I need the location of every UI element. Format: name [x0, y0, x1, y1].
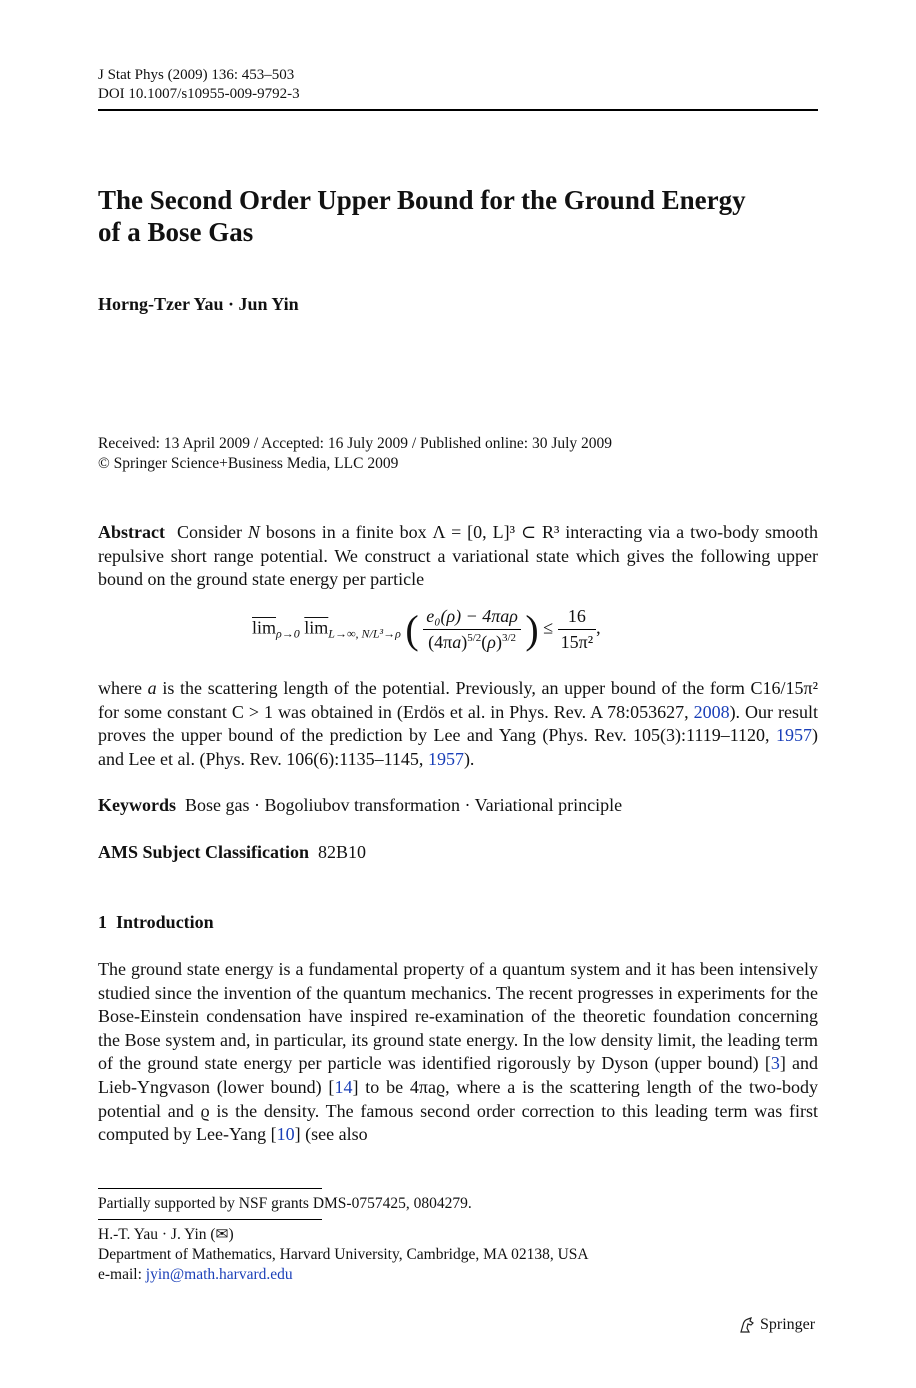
email-label: e-mail: [98, 1266, 142, 1283]
affiliation-divider [98, 1219, 322, 1220]
abstract-text: is the scattering length of the potential. Previously, an upper bound of the form C16/15π² for some constant C > 1 was obtained in (Erdös et al. in Phys. Rev. A 78:053627, [98, 678, 819, 722]
keywords-label: Keywords [98, 795, 176, 815]
limsup-2-sub: L→∞, N/L³→ρ [328, 626, 401, 641]
reference-link-10[interactable]: 10 [276, 1124, 295, 1145]
fraction-numerator: e₀(ρ) − 4πaρ [423, 606, 521, 630]
ams-code: 82B10 [318, 842, 367, 862]
section-title: Introduction [116, 912, 214, 932]
abstract-text: ). [463, 748, 475, 769]
abstract-text: ) and Lee et al. (Phys. Rev. 106(6):1135–1145, [98, 725, 818, 769]
journal-header [98, 66, 300, 104]
footnote-divider [98, 1188, 322, 1189]
publisher-name: Springer [760, 1316, 816, 1333]
leq-sign: ≤ [543, 617, 554, 638]
section-number: 1 [98, 912, 107, 932]
affiliation-names: H.-T. Yau · J. Yin (✉) [98, 1226, 234, 1243]
fraction-denominator: $(4\pi a)^{5/2}(\rho)^{3/2}$ [428, 632, 516, 652]
var-n: N [247, 522, 260, 542]
email-link[interactable]: jyin@math.harvard.edu [145, 1266, 293, 1283]
intro-text: ] (see also [294, 1124, 368, 1145]
title-line-1: The Second Order Upper Bound for the Ground Energy [98, 185, 746, 215]
reference-link-3[interactable]: 3 [770, 1053, 780, 1074]
keywords-text: Bose gas · Bogoliubov transformation · Variational principle [185, 795, 623, 815]
rhs-denominator: 15π² [560, 632, 594, 652]
ams-label: AMS Subject Classification [98, 842, 309, 862]
abstract-label: Abstract [98, 522, 165, 542]
springer-horse-icon [738, 1316, 756, 1334]
right-paren: ) [525, 607, 539, 652]
title-line-2: of a Bose Gas [98, 217, 254, 247]
affiliation-email-line [98, 1265, 589, 1285]
citation-link-2008[interactable]: 2008 [693, 701, 730, 722]
intro-text: ] and Lieb-Yngvason (lower bound) [ [98, 1053, 818, 1097]
limsup-1-sub: ρ→0 [276, 626, 300, 641]
reference-link-14[interactable]: 14 [334, 1076, 353, 1097]
introduction-paragraph [98, 958, 818, 1147]
doi: DOI 10.1007/s10955-009-9792-3 [98, 86, 300, 102]
keywords [98, 795, 622, 816]
abstract-text: where [98, 678, 142, 698]
copyright-line: © Springer Science+Business Media, LLC 2009 [98, 455, 399, 472]
paper-title [98, 184, 746, 248]
header-divider [98, 109, 818, 111]
intro-text: The ground state energy is a fundamental property of a quantum system and it has been intensively studied since the invention of the quantum mechanics. The recent progresses in experiments for the Bose-Einstein condensation have inspired re-examination of the theoretic foundation concerning the Bose system and, in particular, its ground state energy. In the low density limit, the leading term of the ground state energy per particle was identified rigorously by Dyson (upper bound) [ [98, 959, 818, 1074]
left-paren: ( [405, 607, 419, 652]
var-a: a [147, 678, 157, 698]
funding-footnote: Partially supported by NSF grants DMS-0757425, 0804279. [98, 1195, 472, 1212]
ams-classification [98, 842, 366, 863]
abstract-text: Consider [176, 522, 242, 542]
limsup-2: $\overline{lim}$ [304, 617, 329, 638]
section-heading [98, 912, 214, 933]
authors: Horng-Tzer Yau · Jun Yin [98, 294, 299, 314]
affiliation-department: Department of Mathematics, Harvard University, Cambridge, MA 02138, USA [98, 1246, 589, 1263]
citation-link-1957-lee-et-al[interactable]: 1957 [427, 748, 464, 769]
rhs-fraction [558, 606, 596, 653]
energy-fraction [423, 606, 521, 653]
intro-text: ] to be 4πaϱ, where a is the scattering length of the two-body potential and ϱ is the density. The famous second order correction to this leading term was first computed by Lee-Yang [ [98, 1076, 818, 1145]
abstract-text: bosons in a finite box Λ = [0, L]³ ⊂ R³ interacting via a two-body smooth repulsive short range potential. We construct a variational state which gives the following upper bound on the ground state energy per particle [98, 522, 819, 590]
received-line: Received: 13 April 2009 / Accepted: 16 July 2009 / Published online: 30 July 2009 [98, 435, 613, 452]
journal-citation: J Stat Phys (2009) 136: 453–503 [98, 67, 295, 83]
equation-comma: , [596, 617, 601, 638]
publication-dates [98, 434, 612, 474]
publisher-logo [738, 1316, 815, 1334]
limsup-1: $\overline{lim}$ [252, 617, 277, 638]
abstract [98, 521, 818, 592]
citation-link-1957-lee-yang[interactable]: 1957 [776, 725, 812, 746]
main-equation [252, 606, 672, 662]
abstract-text: ). Our result proves the upper bound of the prediction by Lee and Yang (Phys. Rev. 105(3):1119–1120, [98, 701, 818, 746]
rhs-numerator: 16 [558, 606, 596, 630]
author-affiliation [98, 1225, 589, 1285]
abstract-continued [98, 677, 818, 771]
